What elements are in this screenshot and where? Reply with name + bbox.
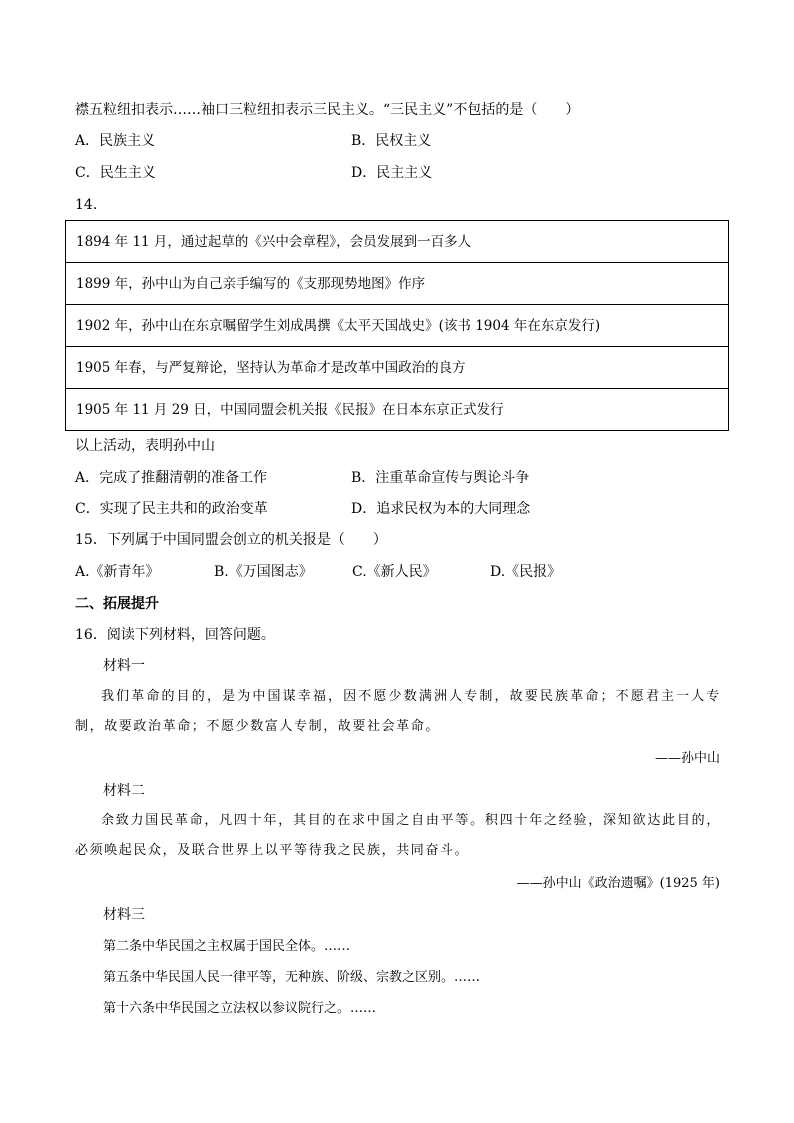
q15-options-row xyxy=(75,562,735,582)
q13-option-a[interactable]: A．民族主义 xyxy=(75,133,156,149)
table-cell: 1905 年 11 月 29 日，中国同盟会机关报《民报》在日本东京正式发行 xyxy=(66,389,729,431)
q13-option-d[interactable]: D．民主主义 xyxy=(351,165,433,181)
q16-stem: 16．阅读下列材料，回答问题。 xyxy=(75,627,275,643)
material-3-line-1: 第二条中华民国之主权属于国民全体。…… xyxy=(103,939,351,954)
table-cell: 1894 年 11 月，通过起草的《兴中会章程》，会员发展到一百多人 xyxy=(66,221,729,263)
material-2-text: 余致力国民革命，凡四十年，其目的在求中国之自由平等。积四十年之经验，深知欲达此目的，必须唤起民众，及联合世界上以平等待我之民族，共同奋斗。 xyxy=(75,813,721,858)
material-3-title: 材料三 xyxy=(103,907,145,923)
q14-options-row2 xyxy=(75,499,735,519)
q13-stem: 襟五粒纽扣表示……袖口三粒纽扣表示三民主义。“三民主义”不包括的是（ ） xyxy=(75,102,580,118)
q15-option-d[interactable]: D.《民报》 xyxy=(490,564,562,580)
table-cell: 1899 年，孙中山为自己亲手编写的《支那现势地图》作序 xyxy=(66,263,729,305)
material-1-title: 材料一 xyxy=(103,658,145,674)
table-row xyxy=(66,389,729,431)
q14-option-a[interactable]: A．完成了推翻清朝的准备工作 xyxy=(75,470,268,486)
table-row xyxy=(66,305,729,347)
table-row xyxy=(66,263,729,305)
material-3-line-2: 第五条中华民国人民一律平等，无种族、阶级、宗教之区别。…… xyxy=(103,970,481,985)
material-3-line-3: 第十六条中华民国之立法权以参议院行之。…… xyxy=(103,1001,377,1016)
q14-options-row1 xyxy=(75,468,735,488)
table-row xyxy=(66,347,729,389)
q15-option-b[interactable]: B.《万国图志》 xyxy=(214,564,313,580)
q14-option-d[interactable]: D．追求民权为本的大同理念 xyxy=(351,501,531,517)
q14-option-c[interactable]: C．实现了民主共和的政治变革 xyxy=(75,501,268,517)
material-2-title: 材料二 xyxy=(103,783,145,799)
q14-events-table xyxy=(65,220,729,431)
material-2-attribution: ——孙中山《政治遗嘱》(1925 年) xyxy=(516,876,720,891)
q14-option-b[interactable]: B．注重革命宣传与舆论斗争 xyxy=(351,470,530,486)
q14-stem: 以上活动，表明孙中山 xyxy=(75,438,215,454)
q14-number: 14． xyxy=(75,197,107,213)
q15-option-c[interactable]: C.《新人民》 xyxy=(352,564,437,580)
section-heading: 二、拓展提升 xyxy=(75,596,159,612)
material-1-text: 我们革命的目的，是为中国谋幸福，因不愿少数满洲人专制，故要民族革命；不愿君主一人专制，故要政治革命；不愿少数富人专制，故要社会革命。 xyxy=(75,689,721,734)
q13-option-c[interactable]: C．民生主义 xyxy=(75,165,156,181)
material-1-attribution: ——孙中山 xyxy=(654,751,720,766)
q15-stem: 15．下列属于中国同盟会创立的机关报是（ ） xyxy=(75,532,387,548)
table-cell: 1902 年，孙中山在东京嘱留学生刘成禺撰《太平天国战史》(该书 1904 年在东京发行) xyxy=(66,305,729,347)
table-row xyxy=(66,221,729,263)
q13-option-b[interactable]: B．民权主义 xyxy=(351,133,432,149)
q15-option-a[interactable]: A.《新青年》 xyxy=(75,564,160,580)
q13-options-row1 xyxy=(75,131,735,151)
table-cell: 1905 年春，与严复辩论，坚持认为革命才是改革中国政治的良方 xyxy=(66,347,729,389)
q13-options-row2 xyxy=(75,163,735,183)
